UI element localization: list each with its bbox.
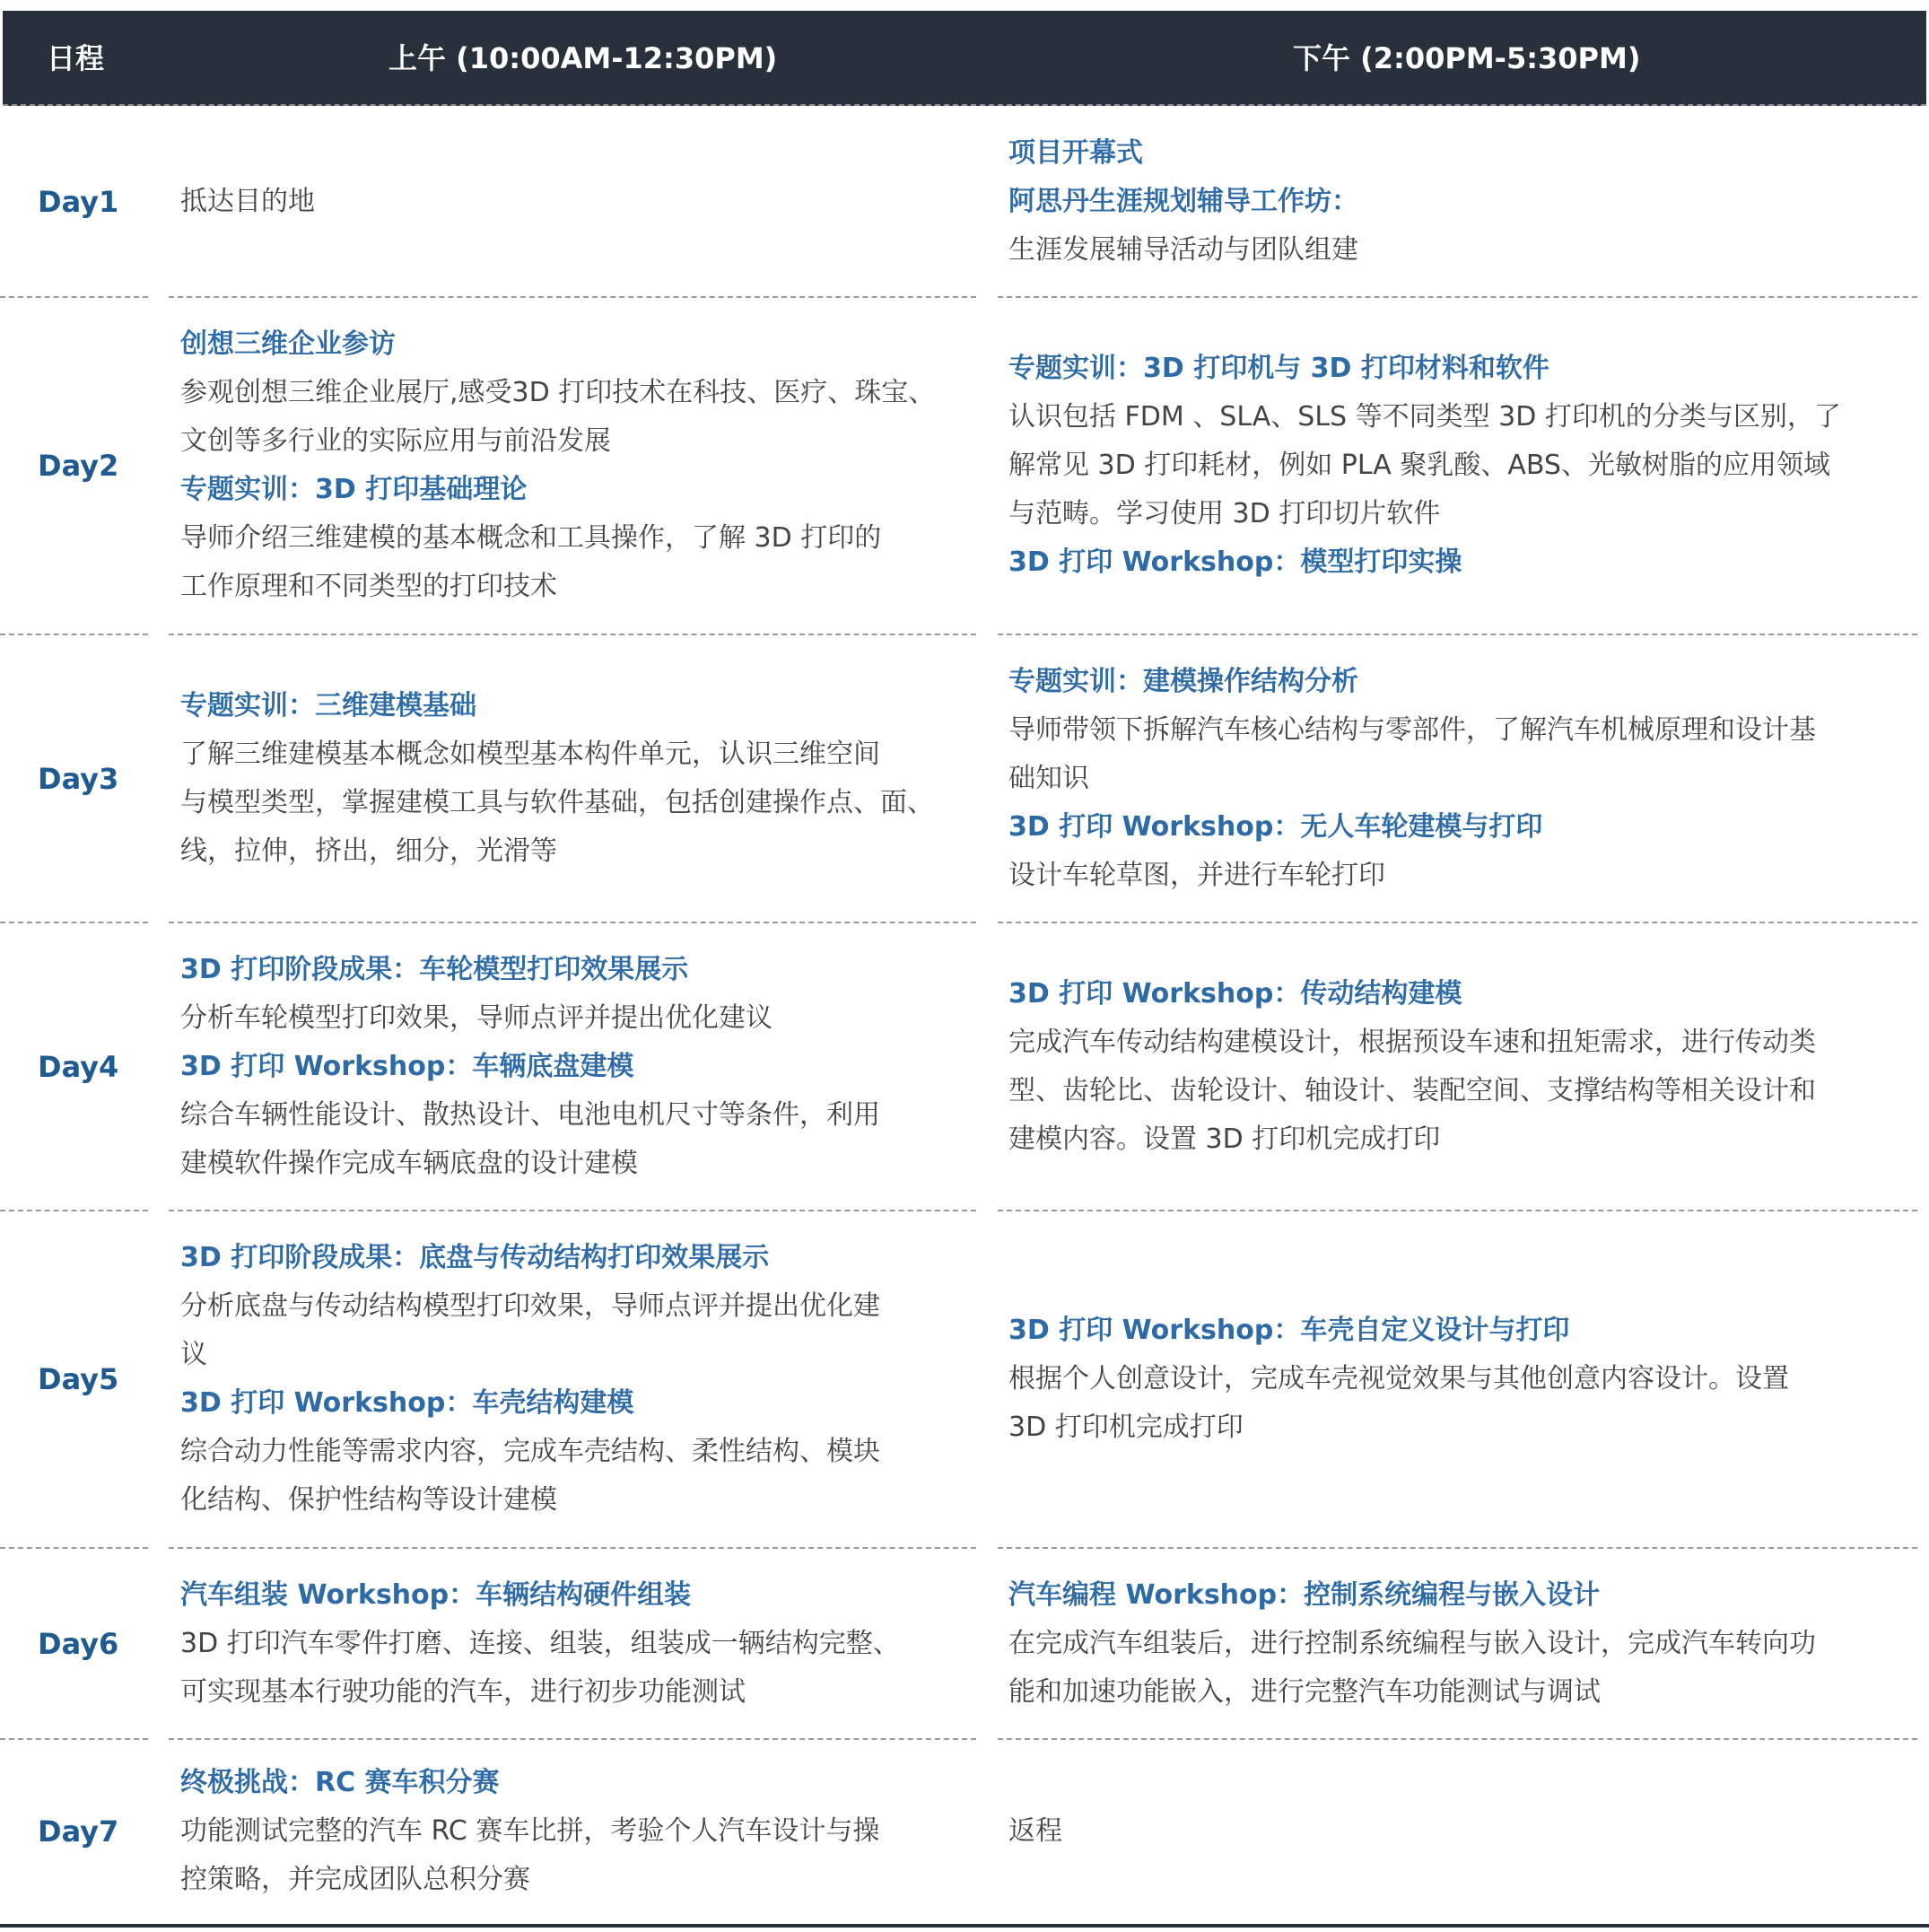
table-row bbox=[0, 1548, 1929, 1739]
day-label: Day2 bbox=[38, 449, 119, 483]
morning-cell bbox=[180, 946, 988, 1188]
day-label: Day1 bbox=[38, 184, 119, 219]
schedule-header bbox=[3, 11, 1926, 106]
session-description: 建模内容。设置 3D 打印机完成打印 bbox=[1008, 1123, 1441, 1155]
session-title: 专题实训：建模操作结构分析 bbox=[1008, 665, 1358, 697]
afternoon-cell bbox=[1008, 970, 1906, 1164]
session-description: 设计车轮草图，并进行车轮打印 bbox=[1008, 859, 1385, 891]
session-description: 生涯发展辅导活动与团队组建 bbox=[1008, 233, 1358, 266]
session-title: 3D 打印 Workshop：车辆底盘建模 bbox=[180, 1050, 634, 1082]
session-title: 3D 打印 Workshop：模型打印实操 bbox=[1008, 546, 1462, 578]
table-row bbox=[0, 297, 1929, 634]
session-title: 3D 打印 Workshop：车壳自定义设计与打印 bbox=[1008, 1315, 1570, 1346]
session-description: 在完成汽车组装后，进行控制系统编程与嵌入设计，完成汽车转向功 bbox=[1008, 1627, 1816, 1659]
session-title: 汽车编程 Workshop：控制系统编程与嵌入设计 bbox=[1008, 1578, 1601, 1611]
session-title: 终极挑战：RC 赛车积分赛 bbox=[180, 1767, 500, 1798]
session-description: 根据个人创意设计，完成车壳视觉效果与其他创意内容设计。设置 bbox=[1008, 1363, 1789, 1394]
header-day-label: 日程 bbox=[47, 41, 105, 75]
session-description: 与范畴。学习使用 3D 打印切片软件 bbox=[1008, 498, 1441, 529]
session-title: 专题实训：3D 打印机与 3D 打印材料和软件 bbox=[1008, 353, 1549, 384]
afternoon-cell bbox=[1008, 129, 1906, 275]
session-title: 汽车组装 Workshop：车辆结构硬件组装 bbox=[180, 1578, 692, 1611]
session-title: 3D 打印阶段成果：车轮模型打印效果展示 bbox=[180, 953, 689, 985]
afternoon-cell bbox=[1008, 1807, 1906, 1856]
session-description: 功能测试完整的汽车 RC 赛车比拼，考验个人汽车设计与操 bbox=[180, 1815, 880, 1847]
session-description: 综合车辆性能设计、散热设计、电池电机尺寸等条件，利用 bbox=[180, 1098, 880, 1131]
session-description: 完成汽车传动结构建模设计，根据预设车速和扭矩需求，进行传动类 bbox=[1008, 1026, 1816, 1058]
afternoon-cell bbox=[1008, 1571, 1906, 1717]
session-description: 综合动力性能等需求内容，完成车壳结构、柔性结构、模块 bbox=[180, 1436, 880, 1467]
session-title: 专题实训：3D 打印基础理论 bbox=[180, 474, 528, 505]
day-label: Day4 bbox=[38, 1049, 119, 1084]
session-description: 导师带领下拆解汽车核心结构与零部件，了解汽车机械原理和设计基 bbox=[1008, 713, 1816, 746]
day-label: Day6 bbox=[38, 1626, 119, 1661]
session-title: 3D 打印阶段成果：底盘与传动结构打印效果展示 bbox=[180, 1242, 770, 1273]
session-description: 工作原理和不同类型的打印技术 bbox=[180, 571, 557, 602]
table-row bbox=[0, 1739, 1929, 1924]
session-description: 分析底盘与传动结构模型打印效果，导师点评并提出优化建 bbox=[180, 1290, 880, 1322]
session-description: 线，拉伸，挤出，细分，光滑等 bbox=[180, 835, 557, 867]
afternoon-cell bbox=[1008, 345, 1906, 587]
session-description: 导师介绍三维建模的基本概念和工具操作，了解 3D 打印的 bbox=[180, 522, 882, 554]
session-description: 与模型类型，掌握建模工具与软件基础，包括创建操作点、面、 bbox=[180, 786, 934, 818]
session-description: 3D 打印机完成打印 bbox=[1008, 1412, 1244, 1443]
session-description: 可实现基本行驶功能的汽车，进行初步功能测试 bbox=[180, 1675, 746, 1708]
session-description: 抵达目的地 bbox=[180, 185, 315, 217]
session-title: 专题实训：三维建模基础 bbox=[180, 689, 476, 721]
day-label: Day7 bbox=[38, 1814, 119, 1849]
session-description: 了解三维建模基本概念如模型基本构件单元，认识三维空间 bbox=[180, 738, 880, 770]
session-title: 3D 打印 Workshop：无人车轮建模与打印 bbox=[1008, 810, 1543, 843]
morning-cell bbox=[180, 1234, 988, 1525]
session-description: 分析车轮模型打印效果，导师点评并提出优化建议 bbox=[180, 1001, 772, 1034]
session-description: 文创等多行业的实际应用与前沿发展 bbox=[180, 425, 611, 457]
afternoon-cell bbox=[1008, 658, 1906, 900]
afternoon-cell bbox=[1008, 1307, 1906, 1452]
session-description: 控策略，并完成团队总积分赛 bbox=[180, 1864, 530, 1895]
session-title: 创想三维企业参访 bbox=[180, 328, 396, 360]
header-morning-label: 上午 (10:00AM-12:30PM) bbox=[388, 41, 778, 75]
session-description: 化结构、保护性结构等设计建模 bbox=[180, 1484, 557, 1516]
table-row bbox=[0, 1211, 1929, 1548]
day-label: Day5 bbox=[38, 1362, 119, 1396]
morning-cell bbox=[180, 682, 988, 876]
session-title: 3D 打印 Workshop：传动结构建模 bbox=[1008, 977, 1462, 1010]
session-description: 返程 bbox=[1008, 1815, 1062, 1847]
table-row bbox=[0, 106, 1929, 297]
session-description: 认识包括 FDM 、SLA、SLS 等不同类型 3D 打印机的分类与区别，了 bbox=[1008, 401, 1841, 433]
morning-cell bbox=[180, 1571, 988, 1717]
session-title: 阿思丹生涯规划辅导工作坊： bbox=[1008, 185, 1358, 217]
morning-cell bbox=[180, 178, 988, 226]
table-bottom-border bbox=[0, 1924, 1929, 1928]
header-afternoon-label: 下午 (2:00PM-5:30PM) bbox=[1293, 41, 1641, 75]
session-title: 项目开幕式 bbox=[1008, 136, 1143, 169]
table-row bbox=[0, 634, 1929, 922]
session-description: 解常见 3D 打印耗材，例如 PLA 聚乳酸、ABS、光敏树脂的应用领域 bbox=[1008, 450, 1830, 481]
session-title: 3D 打印 Workshop：车壳结构建模 bbox=[180, 1387, 634, 1419]
table-row bbox=[0, 922, 1929, 1211]
session-description: 能和加速功能嵌入，进行完整汽车功能测试与调试 bbox=[1008, 1675, 1601, 1708]
session-description: 建模软件操作完成车辆底盘的设计建模 bbox=[180, 1147, 638, 1179]
morning-cell bbox=[180, 1759, 988, 1904]
session-description: 议 bbox=[180, 1339, 207, 1370]
session-description: 参观创想三维企业展厅,感受3D 打印技术在科技、医疗、珠宝、 bbox=[180, 377, 936, 408]
morning-cell bbox=[180, 320, 988, 611]
session-description: 础知识 bbox=[1008, 762, 1089, 794]
session-description: 型、齿轮比、齿轮设计、轴设计、装配空间、支撑结构等相关设计和 bbox=[1008, 1074, 1816, 1106]
session-description: 3D 打印汽车零件打磨、连接、组装，组装成一辆结构完整、 bbox=[180, 1627, 900, 1659]
day-label: Day3 bbox=[38, 761, 119, 796]
